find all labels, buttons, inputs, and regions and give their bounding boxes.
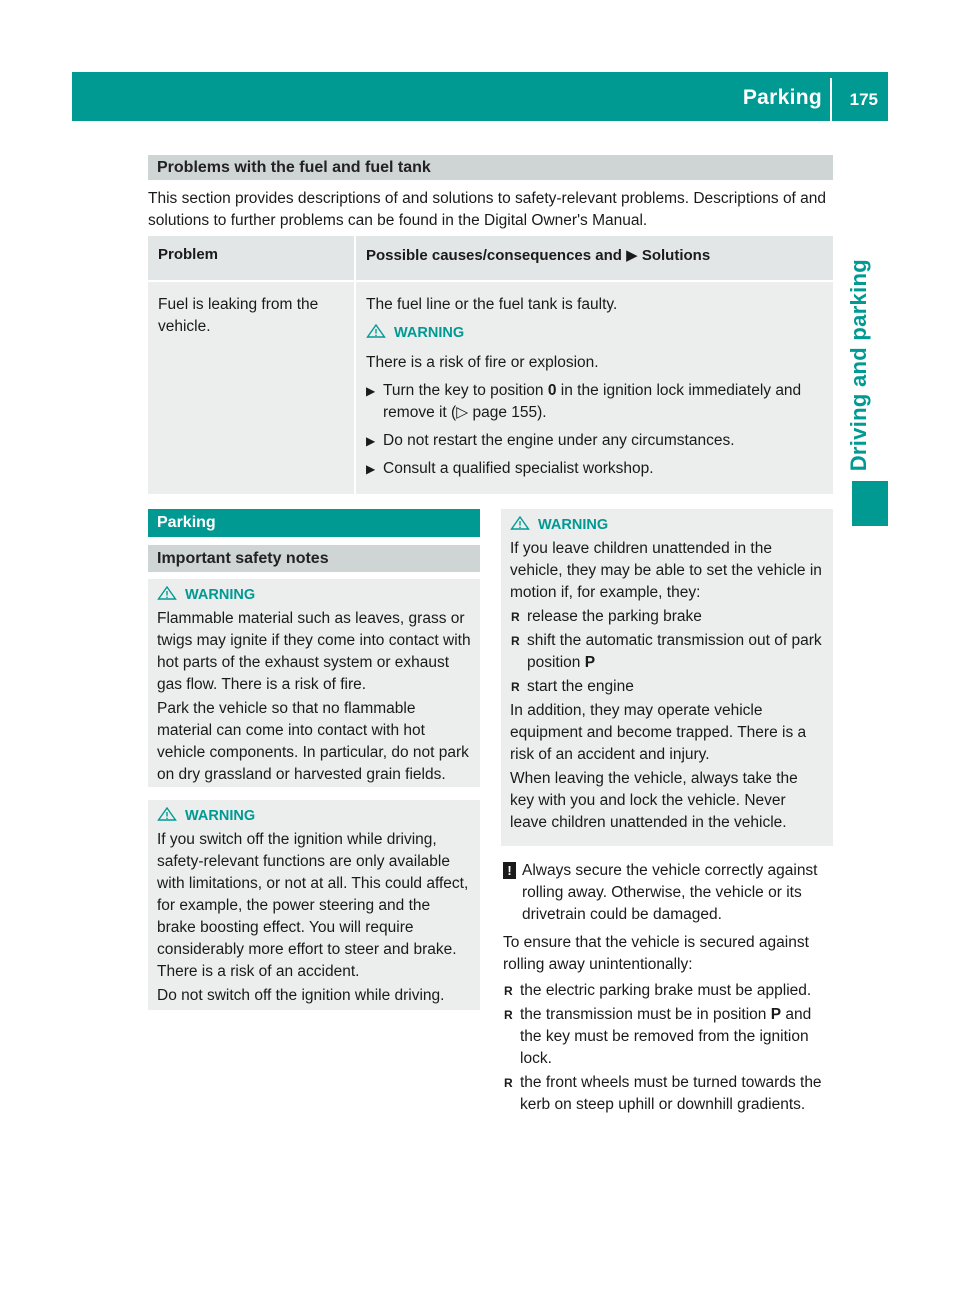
warning-box-flammable xyxy=(148,579,480,787)
side-tab-marker xyxy=(852,481,888,526)
bullet-icon: R xyxy=(511,634,520,648)
problem-table xyxy=(148,236,833,494)
warning-heading: WARNING xyxy=(157,584,472,606)
arrow-right-icon: ▶ xyxy=(626,247,638,264)
list-item: R the front wheels must be turned towards the kerb on steep uphill or downhill gradients. xyxy=(504,1074,822,1113)
page-header xyxy=(72,72,888,121)
warning-text: Do not switch off the ignition while driving. xyxy=(157,987,445,1004)
exclamation-icon: ! xyxy=(503,862,516,879)
secure-intro: To ensure that the vehicle is secured against rolling away unintentionally: xyxy=(503,934,809,973)
list-item: R start the engine xyxy=(510,676,825,698)
col-header-problem: Problem xyxy=(148,236,356,280)
list-item: ▶ Consult a qualified specialist workshop. xyxy=(366,458,823,480)
page-ref-icon: ▷ xyxy=(456,404,469,421)
warning-text: In addition, they may operate vehicle equipment and become trapped. There is a risk of an accident and injury. xyxy=(510,702,807,763)
side-tab-label: Driving and parking xyxy=(846,258,871,471)
list-item: ▶ Turn the key to position 0 in the ignition lock immediately and remove it (▷ page 155). xyxy=(366,382,802,421)
warning-triangle-icon xyxy=(366,322,390,344)
warning-text: Park the vehicle so that no flammable material can come into contact with hot vehicle components. In particular, do not park on dry grassland or harvested grain fields. xyxy=(157,700,469,783)
cause-text: The fuel line or the fuel tank is faulty. xyxy=(366,296,618,313)
header-title: Parking xyxy=(742,86,822,109)
warning-heading: WARNING xyxy=(366,322,823,344)
col-header-solutions: Possible causes/consequences and ▶ Solutions xyxy=(356,236,833,280)
bullet-icon: R xyxy=(504,984,513,998)
warning-box-children xyxy=(501,509,833,846)
solution-cell xyxy=(356,280,833,494)
bullet-icon: R xyxy=(511,610,520,624)
bullet-icon: R xyxy=(504,1008,513,1022)
warning-text: If you leave children unattended in the vehicle, they may be able to set the vehicle in motion if, for example, they: xyxy=(510,540,822,601)
warning-heading: WARNING xyxy=(157,805,472,827)
subsection-title-safety: Important safety notes xyxy=(148,545,480,572)
header-divider xyxy=(830,78,832,121)
list-item: R release the parking brake xyxy=(510,606,825,628)
warning-triangle-icon xyxy=(510,514,534,536)
warning-text: If you switch off the ignition while driving, safety-relevant functions are only available with limitations, or not at all. This could affect, for example, the power steering and the brake boosting effect. You will require considerably more effort to steer and brake. There is a risk of an accident. xyxy=(157,831,469,980)
warning-text: There is a risk of fire or explosion. xyxy=(366,354,599,371)
arrow-right-icon: ▶ xyxy=(366,434,376,448)
arrow-right-icon: ▶ xyxy=(366,384,376,398)
warning-text: When leaving the vehicle, always take the key with you and lock the vehicle. Never leave children unattended in the vehicle. xyxy=(510,770,798,831)
section-intro: This section provides descriptions of and solutions to safety-relevant problems. Descriptions of and solutions to further problems can be found in the Digital Owner's Manual. xyxy=(148,190,827,229)
arrow-right-icon: ▶ xyxy=(366,462,376,476)
list-item: ▶ Do not restart the engine under any circumstances. xyxy=(366,430,823,452)
bullet-icon: R xyxy=(504,1076,513,1090)
page-ref-link[interactable]: page 155). xyxy=(472,404,547,421)
warning-heading: WARNING xyxy=(510,514,825,536)
list-item: R the electric parking brake must be applied. xyxy=(503,980,835,1002)
warning-text: Flammable material such as leaves, grass or twigs may ignite if they come into contact with hot parts of the exhaust system or exhaust gas flow. There is a risk of fire. xyxy=(157,610,471,693)
section-title-fuel: Problems with the fuel and fuel tank xyxy=(148,155,833,180)
secure-block xyxy=(503,860,835,1116)
warning-box-ignition xyxy=(148,800,480,1010)
list-item: R shift the automatic transmission out of park position P xyxy=(511,632,822,671)
section-title-parking: Parking xyxy=(148,509,480,537)
warning-triangle-icon xyxy=(157,805,181,827)
bullet-icon: R xyxy=(511,680,520,694)
note-item xyxy=(503,860,835,926)
note-text: Always secure the vehicle correctly against rolling away. Otherwise, the vehicle or its drivetrain could be damaged. xyxy=(522,862,818,923)
list-item: R the transmission must be in position P and the key must be removed from the ignition lock. xyxy=(504,1006,812,1067)
page-number: 175 xyxy=(849,90,878,109)
table-row xyxy=(148,280,833,494)
problem-cell: Fuel is leaking from the vehicle. xyxy=(148,280,356,494)
warning-triangle-icon xyxy=(157,584,181,606)
side-tab xyxy=(840,121,888,471)
